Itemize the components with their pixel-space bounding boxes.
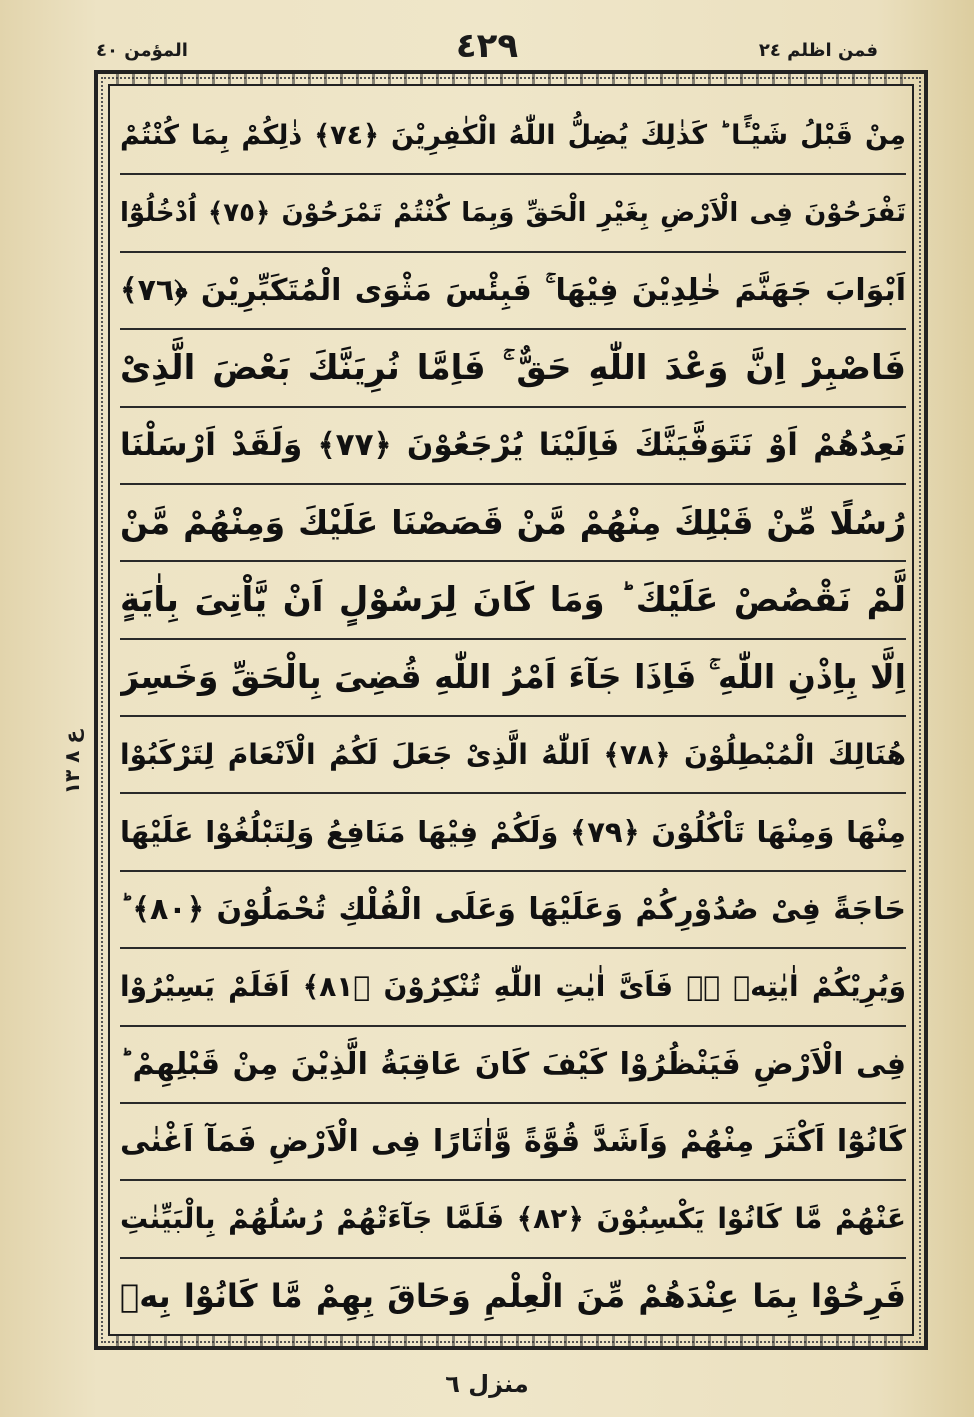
text-line: مِنْهَا وَمِنْهَا تَاْكُلُوْنَ ﴿٧٩﴾ وَلَكُمْ فِيْهَا مَنَافِعُ وَلِتَبْلُغُوْا عَلَيْهَا [120, 794, 906, 871]
text-line: نَعِدُهُمْ اَوْ نَتَوَفَّيَنَّكَ فَاِلَيْنَا يُرْجَعُوْنَ ﴿٧٧﴾ وَلَقَدْ اَرْسَلْنَا [120, 408, 906, 485]
text-line: تَفْرَحُوْنَ فِى الْاَرْضِ بِغَيْرِ الْحَقِّ وَبِمَا كُنْتُمْ تَمْرَحُوْنَ ﴿٧٥﴾ اُدْخُلُوْٓا [120, 175, 906, 252]
text-line: لَّمْ نَقْصُصْ عَلَيْكَ ؕ وَمَا كَانَ لِرَسُوْلٍ اَنْ يَّاْتِىَ بِاٰيَةٍ [120, 562, 906, 639]
text-line: كَانُوْٓا اَكْثَرَ مِنْهُمْ وَاَشَدَّ قُوَّةً وَّاٰثَارًا فِى الْاَرْضِ فَمَآ اَغْنٰى [120, 1104, 906, 1181]
text-line: فَاصْبِرْ اِنَّ وَعْدَ اللّٰهِ حَقٌّ ۚ فَاِمَّا نُرِيَنَّكَ بَعْضَ الَّذِىْ [120, 330, 906, 407]
text-line: اِلَّا بِاِذْنِ اللّٰهِ ۚ فَاِذَا جَآءَ اَمْرُ اللّٰهِ قُضِىَ بِالْحَقِّ وَخَسِرَ [120, 640, 906, 717]
text-line: فَرِحُوْا بِمَا عِنْدَهُمْ مِّنَ الْعِلْمِ وَحَاقَ بِهِمْ مَّا كَانُوْا بِهٖ [120, 1277, 906, 1316]
page-number: ٤٢٩ [455, 26, 519, 66]
juz-header: فمن اظلم ٢٤ [758, 40, 878, 61]
ruku-marker: ع ٨ ١٣ [60, 730, 84, 795]
border-ornament-top [116, 74, 906, 84]
text-line: هُنَالِكَ الْمُبْطِلُوْنَ ﴿٧٨﴾ اَللّٰهُ الَّذِىْ جَعَلَ لَكُمُ الْاَنْعَامَ لِتَرْكَبُوْا [120, 717, 906, 794]
text-line: رُسُلًا مِّنْ قَبْلِكَ مِنْهُمْ مَّنْ قَصَصْنَا عَلَيْكَ وَمِنْهُمْ مَّنْ [120, 485, 906, 562]
text-line: وَيُرِيْكُمْ اٰيٰتِهٖ ۖۗ فَاَىَّ اٰيٰتِ اللّٰهِ تُنْكِرُوْنَ ﴿٨١﴾ اَفَلَمْ يَسِيْرُوْا [120, 949, 906, 1026]
text-line: عَنْهُمْ مَّا كَانُوْا يَكْسِبُوْنَ ﴿٨٢﴾ فَلَمَّا جَآءَتْهُمْ رُسُلُهُمْ بِالْبَيِّنٰتِ [120, 1181, 906, 1258]
manzil-footer: منزل ٦ [445, 1370, 529, 1398]
text-line: اَبْوَابَ جَهَنَّمَ خٰلِدِيْنَ فِيْهَا ۚ فَبِئْسَ مَثْوَى الْمُتَكَبِّرِيْنَ ﴿٧٦﴾ [120, 253, 906, 330]
text-line: حَاجَةً فِىْ صُدُوْرِكُمْ وَعَلَيْهَا وَعَلَى الْفُلْكِ تُحْمَلُوْنَ ﴿٨٠﴾ ؕ [120, 872, 906, 949]
text-line: مِنْ قَبْلُ شَيْـًٔا ؕ كَذٰلِكَ يُضِلُّ اللّٰهُ الْكٰفِرِيْنَ ﴿٧٤﴾ ذٰلِكُمْ بِمَا كُنْتُمْ [120, 98, 906, 175]
text-line: فِى الْاَرْضِ فَيَنْظُرُوْا كَيْفَ كَانَ عَاقِبَةُ الَّذِيْنَ مِنْ قَبْلِهِمْ ؕ [120, 1027, 906, 1104]
text-body [120, 98, 906, 1334]
surah-header: المؤمن ٤٠ [96, 40, 188, 61]
border-ornament-bottom [116, 1336, 906, 1346]
